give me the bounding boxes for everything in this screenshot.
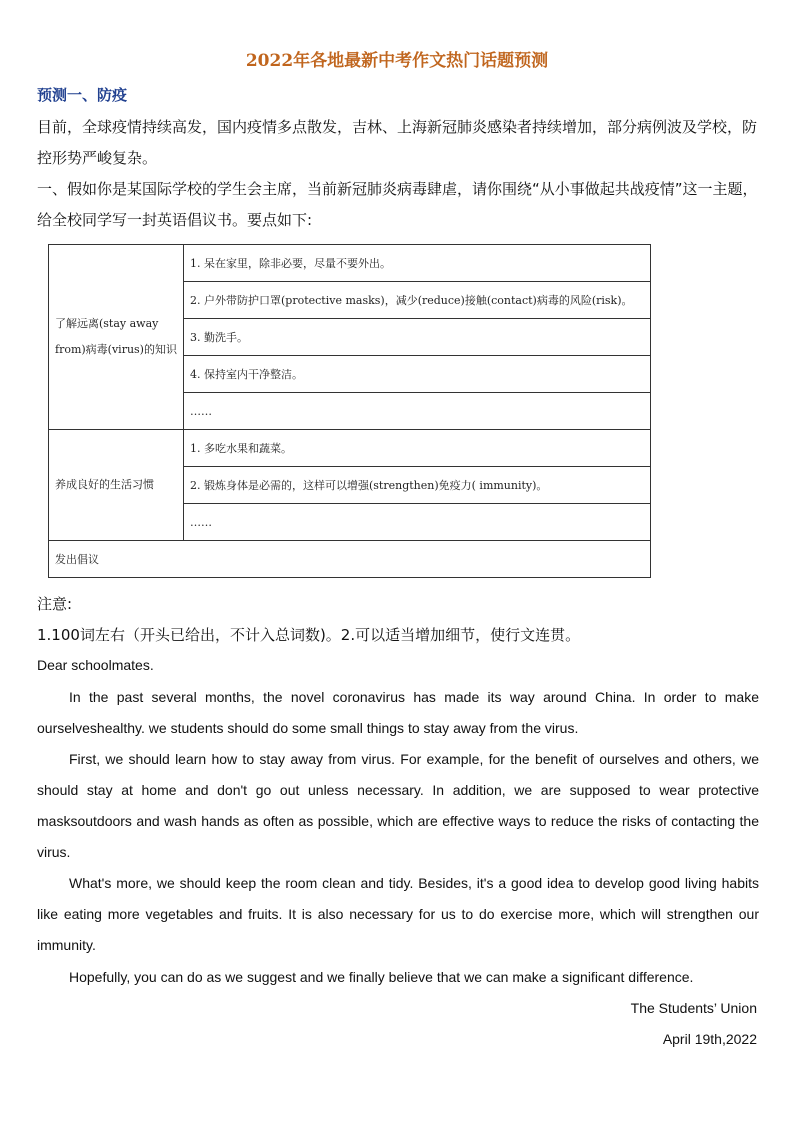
group1-item: 3. 勤洗手。	[184, 319, 651, 356]
essay-paragraph-2: First, we should learn how to stay away from virus. For example, for the benefit of ourselves and others, we should stay at home and don't go out unless necessary. In addition, we are supposed to wear protective masksoutdoors and wash hands as often as possible, which are effective ways to reduce the risks of contacting the virus.	[37, 751, 759, 860]
group3-label: 发出倡议	[49, 541, 651, 578]
letter-date: April 19th,2022	[662, 1031, 757, 1047]
group1-item: 2. 户外带防护口罩(protective masks)，减少(reduce)接触(contact)病毒的风险(risk)。	[184, 282, 651, 319]
notes-text: 1.100词左右（开头已给出，不计入总词数)。2.可以适当增加细节，使行文连贯。	[37, 626, 581, 644]
essay-paragraph-1: In the past several months, the novel coronavirus has made its way around China. In order to make ourselveshealthy. we students should do some small things to stay away from the virus.	[37, 689, 759, 736]
group2-item: 2. 锻炼身体是必需的，这样可以增强(strengthen)免疫力( immunity)。	[184, 467, 651, 504]
intro-paragraph: 目前，全球疫情持续高发，国内疫情多点散发，吉林、上海新冠肺炎感染者持续增加，部分病例波及学校，防控形势严峻复杂。	[37, 118, 758, 167]
notes-label: 注意:	[37, 595, 73, 613]
section-heading: 预测一、防疫	[37, 86, 128, 104]
group1-label: 了解远离(stay away from)病毒(virus)的知识	[49, 245, 184, 430]
group2-item: ……	[184, 504, 651, 541]
requirements-table	[48, 244, 651, 578]
group1-item: 4. 保持室内干净整洁。	[184, 356, 651, 393]
essay-salutation: Dear schoolmates.	[37, 657, 154, 673]
group1-item: 1. 呆在家里，除非必要，尽量不要外出。	[184, 245, 651, 282]
group1-item: ……	[184, 393, 651, 430]
essay-paragraph-4: Hopefully, you can do as we suggest and we finally believe that we can make a significant difference.	[69, 969, 694, 985]
group2-label: 养成良好的生活习惯	[49, 430, 184, 541]
signature: The Students’ Union	[630, 1000, 757, 1016]
page-title: 2022年各地最新中考作文热门话题预测	[245, 51, 549, 71]
essay-paragraph-3: What's more, we should keep the room clean and tidy. Besides, it's a good idea to develop good living habits like eating more vegetables and fruits. It is also necessary for us to do exercise more, which will strengthen our immunity.	[37, 875, 759, 953]
task-paragraph: 一、假如你是某国际学校的学生会主席，当前新冠肺炎病毒肆虐，请你围绕“从小事做起共战疫情”这一主题，给全校同学写一封英语倡议书。要点如下:	[37, 180, 758, 229]
group2-item: 1. 多吃水果和蔬菜。	[184, 430, 651, 467]
